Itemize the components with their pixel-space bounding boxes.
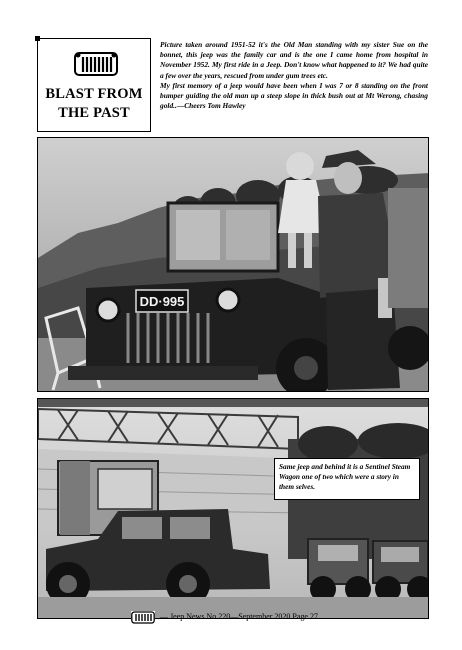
photo-jeep-with-family [37,137,429,392]
jeep-grille-icon [131,611,155,624]
title-line-2: THE PAST [58,105,130,121]
jeep-grille-icon [74,49,118,77]
title-line-1: BLAST FROM [45,86,143,102]
photo-jeep-and-steam-wagon [37,398,429,619]
story-paragraph-1: Picture taken around 1951-52 it's the Old Man standing with my sister Sue on the bonnet, this jeep was the family car and is the one I came home from hospital in November 1952. My first ride in a Jeep. Don't know what happened to it? We had quite a few over the years, rescued from under gum trees etc. [160,40,428,80]
page-title [38,85,150,123]
story-paragraph-2: My first memory of a jeep would have been when I was 7 or 8 standing on the front bumper guiding the old man up a steep slope in thick bush out at Mt Werong, chasing gold..—Cheers Tom Hawley [160,80,428,111]
title-box [37,38,151,132]
license-plate: DD·995 [139,294,185,309]
story-text [160,40,428,111]
corner-mark [35,36,40,41]
photo-caption: Same jeep and behind it is a Sentinel Steam Wagon one of two which were a story in them selves. [274,458,420,500]
footer-text: — Jeep News No.220—September 2020 Page 27 [160,612,318,621]
